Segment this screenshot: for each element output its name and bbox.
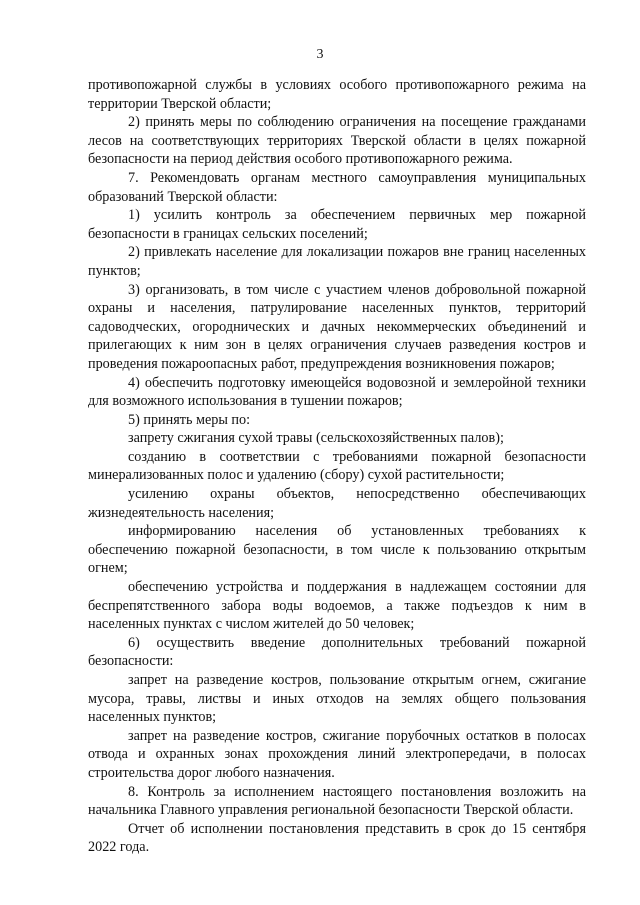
- paragraph-item-3: 3) организовать, в том числе с участием членов добровольной пожарной охраны и населения, патрулирование населенных пунктов, территорий садоводческих, огороднических и дачных некоммерческих объединений и прилегающих к ним зон в целях ограничения случаев разведения костров и проведения пожароопасных работ, предупреждения возникновения пожаров;: [88, 281, 586, 372]
- paragraph-item-2: 2) привлекать население для локализации пожаров вне границ населенных пунктов;: [88, 244, 586, 279]
- document-body: [88, 76, 586, 857]
- paragraph-report-deadline: Отчет об исполнении постановления представить в срок до 15 сентября 2022 года.: [88, 820, 586, 856]
- paragraph-subitem-fire-ban-common-land: запрет на разведение костров, пользование открытым огнем, сжигание мусора, травы, листвы и иных отходов на землях общего пользования населенных пунктов;: [88, 672, 586, 726]
- paragraph-section-8: 8. Контроль за исполнением настоящего постановления возложить на начальника Главного управления региональной безопасности Тверской области.: [88, 783, 586, 819]
- paragraph-item-4: 4) обеспечить подготовку имеющейся водовозной и землеройной техники для возможного использования в тушении пожаров;: [88, 374, 586, 410]
- paragraph-subitem-protection: усилению охраны объектов, непосредственно обеспечивающих жизнедеятельность населения;: [88, 486, 586, 521]
- paragraph-item-1: 1) усилить контроль за обеспечением первичных мер пожарной безопасности в границах сельских поселений;: [88, 207, 586, 242]
- paragraph-subitem-mineral-strips: созданию в соответствии с требованиями пожарной безопасности минерализованных полос и удалению (сбору) сухой растительности;: [88, 448, 586, 484]
- page-number: 3: [316, 47, 324, 62]
- paragraph-subitem-informing: информированию населения об установленных требованиях к обеспечению пожарной безопасности, в том числе к пользованию открытым огнем;: [88, 523, 586, 577]
- paragraph-item-2-forest-restriction: 2) принять меры по соблюдению ограничения на посещение гражданами лесов на соответствующих территориях Тверской области в целях пожарной безопасности на период действия особого противопожарного режима.: [88, 114, 586, 168]
- paragraph-section-7: 7. Рекомендовать органам местного самоуправления муниципальных образований Тверской области:: [88, 169, 586, 205]
- paragraph-item-5: 5) принять меры по:: [128, 411, 251, 428]
- paragraph-subitem-dry-grass: запрету сжигания сухой травы (сельскохозяйственных палов);: [128, 430, 504, 447]
- paragraph-subitem-fire-ban-power-lines: запрет на разведение костров, сжигание порубочных остатков в полосах отвода и охранных зонах прохождения линий электропередачи, в полосах строительства дорог любого назначения.: [88, 727, 586, 781]
- paragraph-item-6: 6) осуществить введение дополнительных требований пожарной безопасности:: [88, 634, 586, 670]
- paragraph-subitem-water-supply: обеспечению устройства и поддержания в надлежащем состоянии для беспрепятственного забора воды водоемов, а также подъездов к ним в населенных пунктах с числом жителей до 50 человек;: [88, 579, 586, 633]
- paragraph-continuation: противопожарной службы в условиях особого противопожарного режима на территории Тверской области;: [88, 77, 586, 112]
